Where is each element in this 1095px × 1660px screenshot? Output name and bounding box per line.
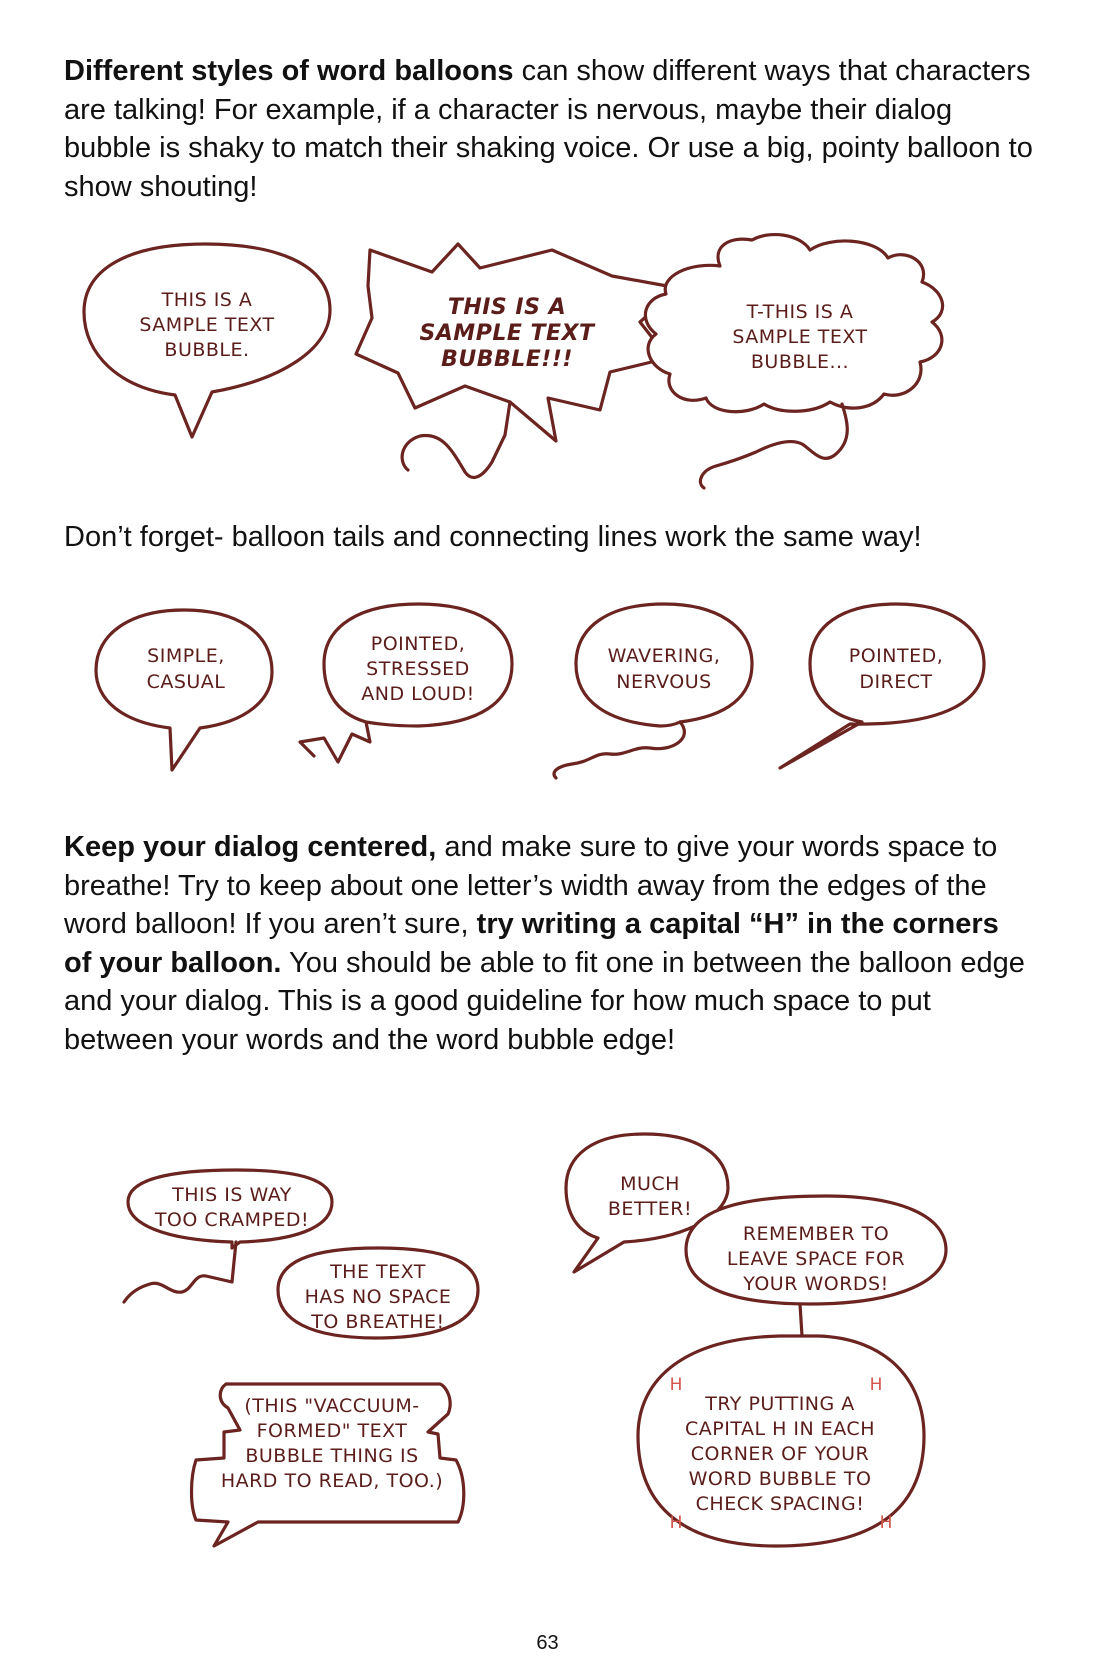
try-h-line: CAPITAL H IN EACH	[685, 1418, 875, 1440]
intro-text: can show different ways that characters are talking! For example, if a character is nervous, maybe their dialog bubble is shaky to match their shaking voice. Or use a big, pointy balloon to show shouting!	[64, 55, 1033, 203]
try-h-line: TRY PUTTING A	[705, 1393, 855, 1415]
shout-balloon-line: THIS IS A	[447, 295, 567, 320]
try-h-line: CHECK SPACING!	[695, 1493, 865, 1515]
tail-pointed-balloon	[780, 604, 984, 768]
shout-balloon-line: SAMPLE TEXT	[419, 321, 595, 346]
tail-pointed-line: DIRECT	[859, 671, 933, 693]
vacuum-line: HARD TO READ, TOO.)	[220, 1470, 444, 1492]
shaky-balloon-line: BUBBLE...	[750, 351, 850, 373]
simple-balloon-line: SAMPLE TEXT	[139, 314, 275, 336]
tail-wavering-line: NERVOUS	[616, 671, 712, 693]
try-h-line: CORNER OF YOUR	[690, 1443, 870, 1465]
remember-line: LEAVE SPACE FOR	[726, 1248, 906, 1270]
spacing-bold-2: try writing a capital “H” in the corners of your balloon.	[64, 908, 999, 979]
remember-line: REMEMBER TO	[742, 1223, 890, 1245]
vacuum-line: BUBBLE THING IS	[245, 1445, 419, 1467]
remember-balloon	[686, 1196, 946, 1336]
try-h-line: WORD BUBBLE TO	[688, 1468, 872, 1490]
shout-balloon-line: BUBBLE!!!	[441, 347, 573, 372]
better-line: BETTER!	[607, 1198, 693, 1220]
vacuum-formed-balloon	[192, 1384, 464, 1546]
tail-stressed-balloon	[300, 604, 512, 762]
intro-bold: Different styles of word balloons	[64, 55, 514, 87]
page-number: 63	[536, 1632, 559, 1654]
vacuum-line: (THIS "VACCUUM-	[244, 1395, 420, 1417]
tail-stressed-line: AND LOUD!	[361, 683, 475, 705]
tails-note: Don’t forget- balloon tails and connecting lines work the same way!	[64, 521, 922, 553]
shaky-balloon-line: T-THIS IS A	[746, 301, 854, 323]
simple-balloon	[84, 244, 330, 437]
tail-wavering-balloon	[554, 604, 752, 778]
corner-h-mark: H	[879, 1513, 893, 1533]
spacing-text-1: and make sure to give your words space to breathe! Try to keep about one letter’s width away from the edges of the word balloon! If you aren’t sure,	[64, 831, 998, 940]
no-space-line: TO BREATHE!	[311, 1311, 445, 1333]
vacuum-line: FORMED" TEXT	[256, 1420, 408, 1442]
remember-line: YOUR WORDS!	[743, 1273, 889, 1295]
shout-balloon	[356, 244, 678, 477]
tail-stressed-line: STRESSED	[366, 658, 470, 680]
simple-balloon-line: BUBBLE.	[164, 339, 250, 361]
corner-h-mark: H	[669, 1375, 683, 1395]
spacing-bold-1: Keep your dialog centered,	[64, 831, 437, 863]
corner-h-mark: H	[669, 1513, 683, 1533]
tail-simple-balloon	[96, 610, 272, 770]
better-line: MUCH	[620, 1173, 680, 1195]
corner-h-mark: H	[869, 1375, 883, 1395]
spacing-text-2: You should be able to fit one in between the balloon edge and your dialog. This is a good guideline for how much space to put between your words and the word bubble edge!	[64, 946, 1025, 1056]
cramped-line: THIS IS WAY	[172, 1184, 292, 1206]
shaky-balloon-line: SAMPLE TEXT	[732, 326, 868, 348]
simple-balloon-line: THIS IS A	[161, 289, 253, 311]
tail-stressed-line: POINTED,	[370, 633, 466, 655]
cramped-line: TOO CRAMPED!	[154, 1209, 310, 1231]
try-h-balloon	[638, 1336, 924, 1546]
no-space-balloon	[278, 1248, 478, 1338]
tail-pointed-line: POINTED,	[848, 645, 944, 667]
tail-simple-line: SIMPLE,	[147, 645, 225, 667]
no-space-line: THE TEXT	[330, 1261, 426, 1283]
tail-simple-line: CASUAL	[146, 671, 226, 693]
shaky-balloon	[645, 235, 942, 488]
tail-wavering-line: WAVERING,	[607, 645, 721, 667]
no-space-line: HAS NO SPACE	[304, 1286, 452, 1308]
